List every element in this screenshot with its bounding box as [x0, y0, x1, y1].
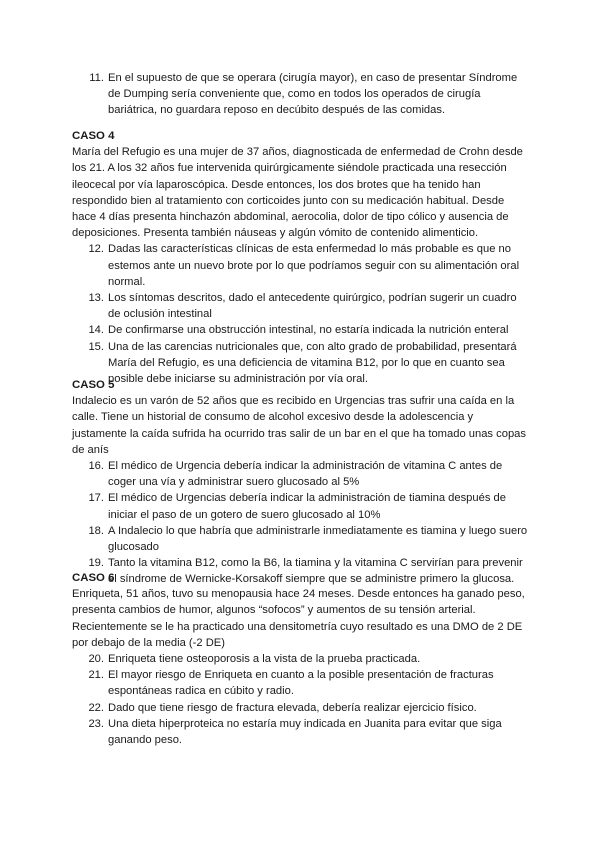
- question-item: [72, 523, 530, 555]
- top-question-list: [72, 70, 530, 119]
- question-item: [72, 651, 530, 667]
- question-list: [72, 458, 530, 588]
- question-text: El médico de Urgencia debería indicar la administración de vitamina C antes de coger una vía y administrar suero glucosado al 5%: [108, 460, 503, 489]
- question-number: 11.: [89, 72, 104, 84]
- case-title: CASO 4: [72, 130, 115, 142]
- question-number: 20.: [88, 653, 104, 666]
- question-number: 18.: [88, 524, 104, 537]
- case-intro: María del Refugio es una mujer de 37 años, diagnosticada de enfermedad de Crohn desde los 21. A los 32 años fue intervenida quirúrgicamente siéndole practicada una resección ileocecal por vía laparoscópica. Desde entonces, los dos brotes que ha tenido han respondido bien al tratamiento con corticoides junto con su medicación habitual. Desde hace 4 días presenta hinchazón abdominal, aerocolia, dolor de tipo cólico y ausencia de deposiciones. Presenta también náuseas y algún vómito de contenido alimenticio.: [72, 146, 523, 240]
- question-text: Tanto la vitamina B12, como la B6, la tiamina y la vitamina C servirían para prevenir el síndrome de Wernicke-Korsakoff siempre que se administre primero la glucosa.: [108, 557, 523, 586]
- question-number: 21.: [88, 669, 104, 682]
- question-number: 13.: [88, 292, 104, 305]
- case-4-section: [72, 128, 530, 387]
- question-text: Enriqueta tiene osteoporosis a la vista de la prueba practicada.: [108, 653, 421, 666]
- case-title: CASO 5: [72, 379, 115, 391]
- question-number: 22.: [88, 701, 104, 714]
- question-number: 15.: [88, 340, 104, 353]
- question-text: En el supuesto de que se operara (cirugía mayor), en caso de presentar Síndrome de Dumping sería conveniente que, como en todos los operados de cirugía bariátrica, no guardara reposo en decúbito después de las comidas.: [108, 72, 518, 117]
- question-item: [72, 490, 530, 522]
- question-item: [72, 290, 530, 322]
- case-5-section: [72, 377, 530, 588]
- question-text: Dado que tiene riesgo de fractura elevada, debería realizar ejercicio físico.: [108, 701, 477, 714]
- question-list: [72, 241, 530, 387]
- question-item: [72, 70, 530, 119]
- question-number: 19.: [88, 557, 104, 570]
- case-title: CASO 6: [72, 572, 115, 584]
- question-text: Una dieta hiperproteica no estaría muy indicada en Juanita para evitar que siga ganando peso.: [108, 717, 502, 747]
- question-text: El mayor riesgo de Enriqueta en cuanto a la posible presentación de fracturas espontáneas radica en cúbito y radio.: [108, 669, 494, 698]
- question-item: [72, 667, 530, 699]
- case-intro: Indalecio es un varón de 52 años que es recibido en Urgencias tras sufrir una caída en la calle. Tiene un historial de consumo de alcohol excesivo desde la adolescencia y justamente la caída sufrida ha ocurrido tras salir de un bar en el que ha tomado unas copas de anís: [72, 395, 526, 456]
- question-item: [72, 700, 530, 716]
- question-list: [72, 651, 530, 748]
- question-number: 23.: [88, 717, 104, 730]
- question-item: [72, 458, 530, 490]
- question-text: El médico de Urgencias debería indicar la administración de tiamina después de iniciar el paso de un gotero de suero glucosado al 10%: [108, 492, 506, 521]
- question-item: [72, 322, 530, 338]
- question-number: 17.: [88, 492, 104, 505]
- question-text: Dadas las características clínicas de esta enfermedad lo más probable es que no estemos ante un nuevo brote por lo que podríamos seguir con su alimentación oral normal.: [108, 243, 520, 288]
- question-text: Una de las carencias nutricionales que, con alto grado de probabilidad, presentará María del Refugio, es una deficiencia de vitamina B12, por lo que en cuanto sea posible debe iniciarse su administración por vía oral.: [108, 340, 517, 386]
- question-text: De confirmarse una obstrucción intestinal, no estaría indicada la nutrición enteral: [108, 324, 509, 337]
- question-number: 12.: [88, 243, 104, 256]
- case-6-section: [72, 570, 530, 748]
- question-item: [72, 716, 530, 748]
- question-text: Los síntomas descritos, dado el antecedente quirúrgico, podrían sugerir un cuadro de oclusión intestinal: [108, 292, 517, 321]
- question-item: [72, 241, 530, 290]
- question-number: 16.: [88, 460, 104, 473]
- case-intro: Enriqueta, 51 años, tuvo su menopausia hace 24 meses. Desde entonces ha ganado peso, presenta cambios de humor, algunos “sofocos” y aumentos de su tensión arterial. Recientemente se le ha practicado una densitometría cuyo resultado es una DMO de 2 DE por debajo de la media (-2 DE): [72, 588, 525, 649]
- question-text: A Indalecio lo que habría que administrarle inmediatamente es tiamina y luego suero glucosado: [108, 524, 528, 554]
- question-number: 14.: [88, 324, 104, 337]
